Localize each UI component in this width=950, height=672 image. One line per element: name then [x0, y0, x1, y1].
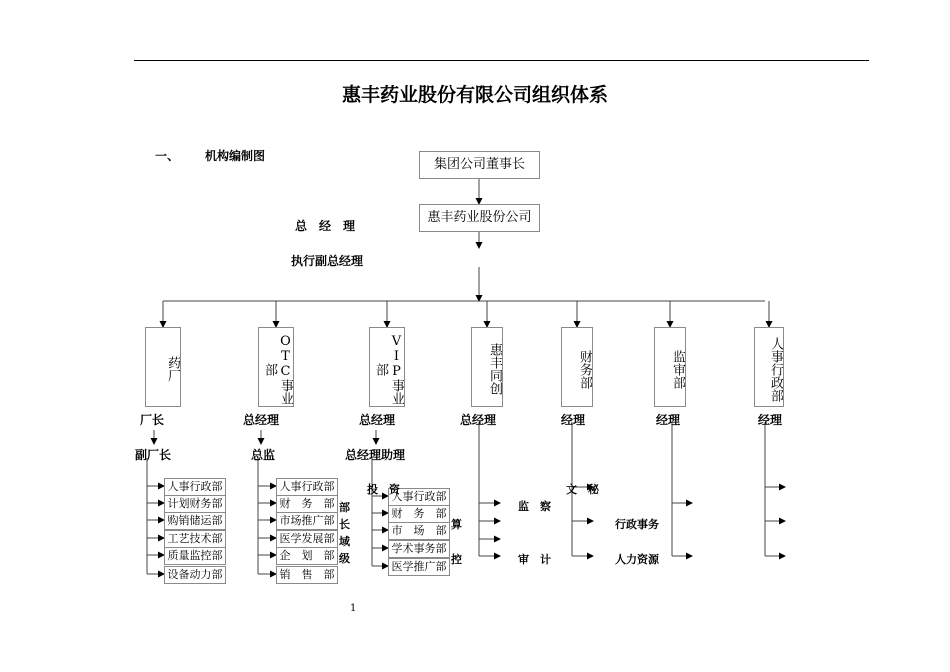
vip-unit: 人事行政部 [388, 488, 450, 506]
factory-head-label: 厂长 [140, 413, 165, 427]
division-audit: 监审部 [654, 327, 686, 407]
division-vip: VIP事业部 [369, 327, 405, 407]
otc-unit: 市场推广部 [276, 512, 338, 530]
division-otc: OTC事业部 [258, 327, 294, 407]
vip-assistant-label: 总经理助理 [345, 448, 406, 462]
otc-unit: 销 售 部 [276, 566, 338, 584]
header-rule [134, 60, 869, 61]
gm-label: 总 经 理 [295, 219, 356, 233]
fragment-invest: 投 资 [367, 483, 400, 496]
otc-unit: 企 划 部 [276, 547, 338, 565]
fragment-hidden: 域 [339, 535, 350, 548]
hr-label: 人力资源 [615, 553, 659, 566]
section-number: 一、 [155, 149, 180, 163]
audit-head-label: 经理 [656, 413, 681, 427]
factory-unit: 人事行政部 [164, 478, 226, 496]
supervision-label: 监 察 [518, 500, 551, 513]
otc-unit: 医学发展部 [276, 530, 338, 548]
section-title: 机构编制图 [205, 149, 266, 163]
otc-head-label: 总经理 [243, 413, 280, 427]
vip-unit: 财 务 部 [388, 505, 450, 523]
vip-unit: 医学推广部 [388, 558, 450, 576]
fragment-hidden: 部 [339, 501, 350, 514]
factory-deputy-label: 副厂长 [135, 448, 172, 462]
otc-director-label: 总监 [251, 448, 276, 462]
fragment-hidden: 级 [339, 552, 350, 565]
vip-unit: 市 场 部 [388, 522, 450, 540]
fragment-kong: 控 [451, 553, 462, 566]
division-huifeng-tongchuang: 惠丰同创 [471, 327, 503, 407]
vip-head-label: 总经理 [359, 413, 396, 427]
page-number: 1 [350, 603, 357, 614]
factory-unit: 设备动力部 [164, 566, 226, 584]
division-hr-admin: 人事行政部 [754, 327, 784, 407]
exec-vgm-label: 执行副总经理 [291, 254, 364, 268]
company-box: 惠丰药业股份公司 [419, 204, 540, 232]
admin-affairs-label: 行政事务 [615, 518, 659, 531]
division-factory: 药厂 [145, 327, 181, 407]
factory-unit: 计划财务部 [164, 495, 226, 513]
factory-unit: 工艺技术部 [164, 530, 226, 548]
document-title: 惠丰药业股份有限公司组织体系 [341, 84, 608, 106]
otc-unit: 财 务 部 [276, 495, 338, 513]
fragment-hidden: 长 [339, 518, 350, 531]
fragment-suan: 算 [451, 518, 462, 531]
secretary-label: 文 秘 [566, 483, 599, 496]
audit-sub-label: 审 计 [518, 553, 551, 566]
finance-head-label: 经理 [561, 413, 586, 427]
chairman-box: 集团公司董事长 [419, 151, 540, 179]
vip-unit: 学术事务部 [388, 540, 450, 558]
otc-unit: 人事行政部 [276, 478, 338, 496]
tongchuang-head-label: 总经理 [460, 413, 497, 427]
division-finance: 财务部 [561, 327, 593, 407]
factory-unit: 购销储运部 [164, 512, 226, 530]
hr-head-label: 经理 [758, 413, 783, 427]
factory-unit: 质量监控部 [164, 547, 226, 565]
